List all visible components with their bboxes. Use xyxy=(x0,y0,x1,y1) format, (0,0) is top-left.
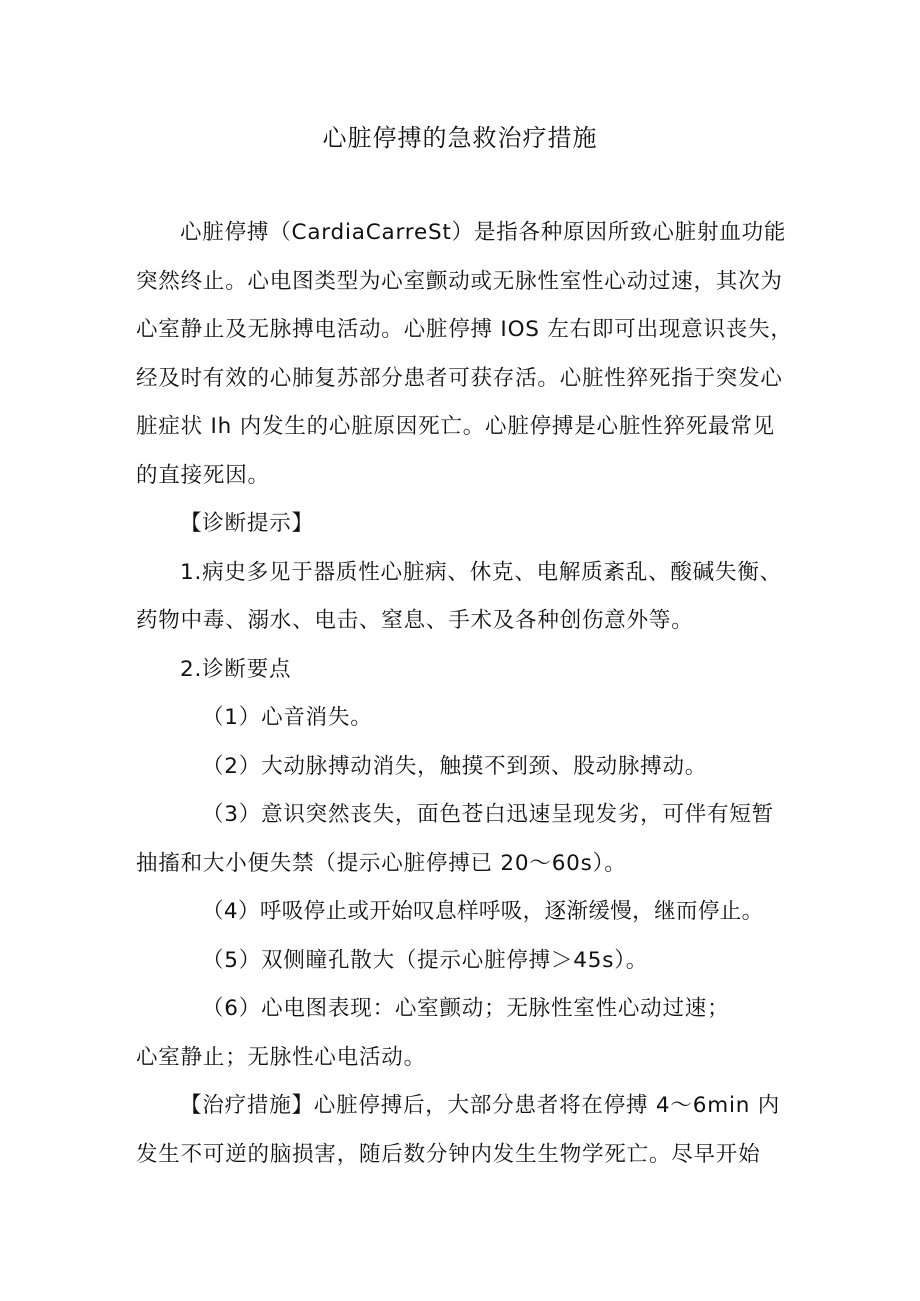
diagnostic-item-4: （4）呼吸停止或开始叹息样呼吸，逐渐缓慢，继而停止。 xyxy=(202,899,764,924)
diagnostic-item-6-continuation: 心室静止；无脉性心电活动。 xyxy=(136,1044,426,1070)
diagnostic-item-3: （3）意识突然丧失，面色苍白迅速呈现发劣，可伴有短暂抽搐和大小便失禁（提示心脏停搏已 20～60s）。 xyxy=(136,802,774,876)
diagnostic-points-heading: 2.诊断要点 xyxy=(180,656,292,682)
diagnosis-heading: 【诊断提示】 xyxy=(180,511,314,536)
intro-paragraph: 心脏停搏（CardiaCarreSt）是指各种原因所致心脏射血功能突然终止。心电图类型为心室颤动或无脉性室性心动过速，其次为心室静止及无脉搏电活动。心脏停搏 IOS 左右即可出现意识丧失，经及时有效的心肺复苏部分患者可获存活。心脏性猝死指于突发心脏症状 Ih 内发生的心脏原因死亡。心脏停搏是心脏性猝死最常见的直接死因。 xyxy=(136,220,793,488)
document-title: 心脏停搏的急救治疗措施 xyxy=(322,124,598,152)
diagnostic-item-6: （6）心电图表现：心室颤动；无脉性室性心动过速； xyxy=(202,996,730,1021)
document-body xyxy=(136,209,796,1179)
diagnostic-item-2: （2）大动脉搏动消失，触摸不到颈、股动脉搏动。 xyxy=(202,753,708,779)
diagnostic-item-5: （5）双侧瞳孔散大（提示心脏停搏＞45s）。 xyxy=(202,947,649,973)
history-paragraph: 1.病史多见于器质性心脏病、休克、电解质紊乱、酸碱失衡、药物中毒、溺水、电击、窒息、手术及各种创伤意外等。 xyxy=(136,559,782,633)
diagnostic-item-1: （1）心音消失。 xyxy=(202,705,373,730)
treatment-paragraph: 【治疗措施】心脏停搏后，大部分患者将在停搏 4～6min 内发生不可逆的脑损害，随后数分钟内发生生物学死亡。尽早开始 xyxy=(136,1093,781,1167)
